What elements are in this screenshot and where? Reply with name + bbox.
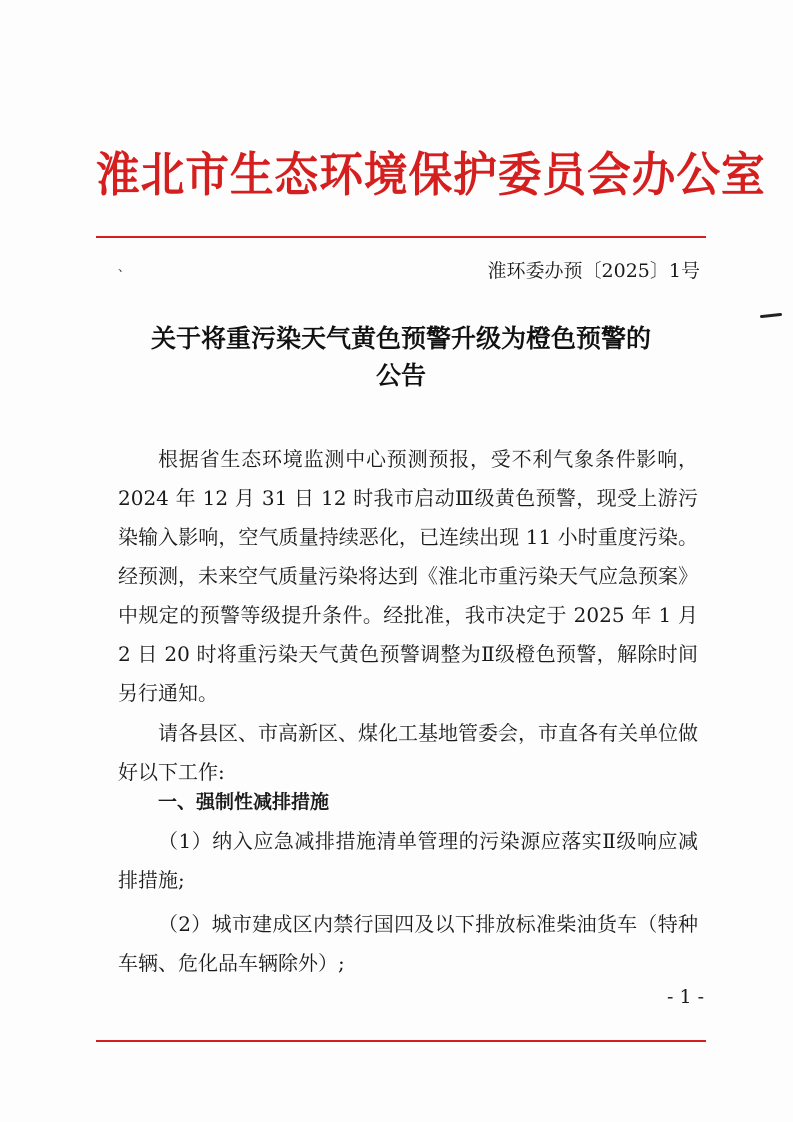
title-line-2: 公告 [375, 361, 426, 390]
list-item-2: （2）城市建成区内禁行国四及以下排放标准柴油货车（特种车辆、危化品车辆除外）; [118, 912, 698, 975]
section-heading-1: 一、强制性减排措施 [158, 791, 330, 813]
body-paragraph-2: 请各县区、市高新区、煤化工基地管委会，市直各有关单位做好以下工作: [118, 721, 698, 784]
stray-mark: 、 [118, 260, 131, 274]
title-line-1: 关于将重污染天气黄色预警升级为橙色预警的 [150, 324, 651, 353]
list-item-1: （1）纳入应急减排措施清单管理的污染源应落实Ⅱ级响应减排措施; [118, 829, 698, 892]
page-number: - 1 - [666, 986, 704, 1008]
issuing-office-header: 淮北市生态环境保护委员会办公室 [96, 148, 766, 203]
body-paragraph-1: 根据省生态环境监测中心预测预报，受不利气象条件影响，2024 年 12 月 31 日 12 时我市启动Ⅲ级黄色预警，现受上游污染输入影响，空气质量持续恶化，已连续出现 11 小时重度污染。经预测，未来空气质量污染将达到《淮北市重污染天气应急预案》中规定的预警等级提升条件。经批准，我市决定于 2025 年 1 月 2 日 20 时将重污染天气黄色预警调整为Ⅱ级橙色预警，解除时间另行通知。 [118, 447, 698, 705]
scan-edge-mark [760, 313, 782, 318]
document-number: 淮环委办预〔2025〕1号 [487, 260, 700, 282]
red-divider-top [96, 236, 706, 238]
red-divider-bottom [96, 1040, 706, 1042]
document-title [96, 320, 706, 394]
